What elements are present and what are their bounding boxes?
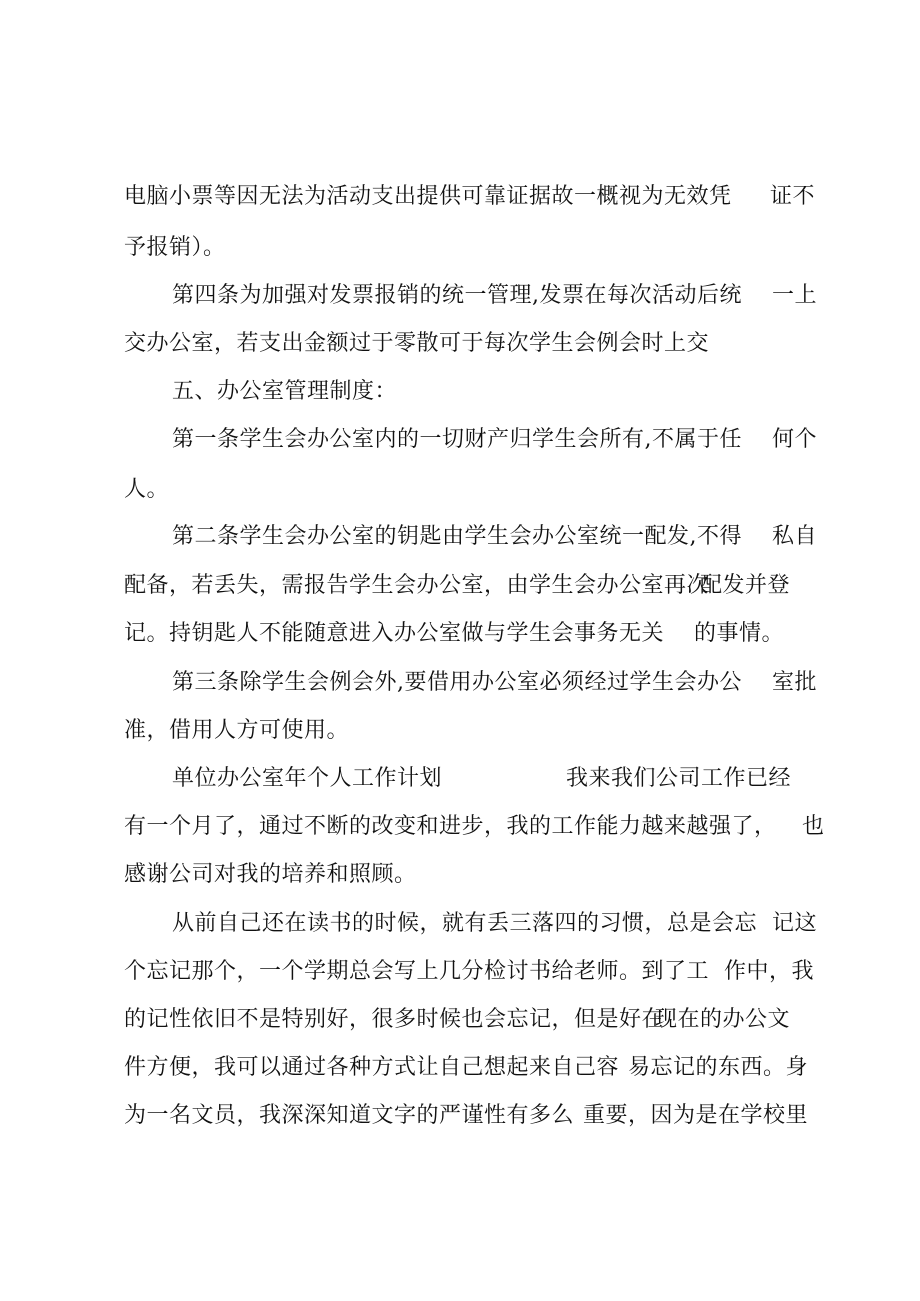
text-segment: 为一名文员，我深深知道文字的严谨性有多么 [124, 1103, 575, 1128]
text-segment: 个忘记那个，一个学期总会写上几分检讨书给老师。到了工 [124, 959, 710, 984]
text-line [0, 1101, 920, 1221]
text-segment: 易忘记的东西。身 [628, 1055, 809, 1080]
text-segment: 的事情。 [694, 621, 785, 646]
text-segment: 第一条学生会办公室内的一切财产归学生会所有,不属于任 [172, 427, 742, 452]
text-segment: 记这 [772, 911, 818, 936]
text-segment: 室批 [772, 670, 818, 695]
text-segment: 第四条为加强对发票报销的统一管理,发票在每次活动后统 [172, 283, 742, 308]
text-segment: 电脑小票等因无法为活动支出提供可靠证据故一概视为无效凭 [124, 184, 732, 209]
text-segment: 五、办公室管理制度： [172, 379, 398, 404]
text-segment: 配备，若丢失，需报告学生会办公室，由学生会办公室再次 [124, 573, 710, 598]
text-segment: 证不 [770, 184, 816, 209]
text-segment: 感谢公司对我的培养和照顾。 [124, 862, 417, 887]
text-segment: 何个 [772, 427, 818, 452]
text-segment: 人。 [124, 477, 170, 502]
text-segment: 单位办公室年个人工作计划 [172, 766, 443, 791]
text-segment: 准，借用人方可使用。 [124, 718, 350, 743]
text-segment: 现在的办公文 [655, 1007, 791, 1032]
text-segment: 的记性依旧不是特别好，很多时候也会忘记，但是好在 [124, 1007, 665, 1032]
text-segment: 从前自己还在读书的时候，就有丢三落四的习惯，总是会忘 [172, 911, 758, 936]
text-segment: 重要，因为是在学校里 [583, 1103, 809, 1128]
text-segment: 记。持钥匙人不能随意进入办公室做与学生会事务无关 [124, 621, 665, 646]
text-segment: 作中，我 [724, 959, 815, 984]
text-segment: 件方便，我可以通过各种方式让自己想起来自己容 [124, 1055, 620, 1080]
text-segment: 交办公室，若支出金额过于零散可于每次学生会例会时上交 [124, 331, 710, 356]
text-segment: 也 [802, 814, 825, 839]
text-segment: 有一个月了，通过不断的改变和进步，我的工作能力越来越强了， [124, 814, 777, 839]
text-segment: 第三条除学生会例会外,要借用办公室必须经过学生会办公 [172, 670, 742, 695]
text-segment: 一上 [772, 283, 818, 308]
text-segment: 第二条学生会办公室的钥匙由学生会办公室统一配发,不得 [172, 524, 742, 549]
text-segment: 我来我们公司工作已经 [566, 766, 792, 791]
text-segment: 私自 [772, 524, 818, 549]
text-segment: 配发并登 [700, 573, 791, 598]
text-segment: 予报销）。 [124, 235, 226, 260]
